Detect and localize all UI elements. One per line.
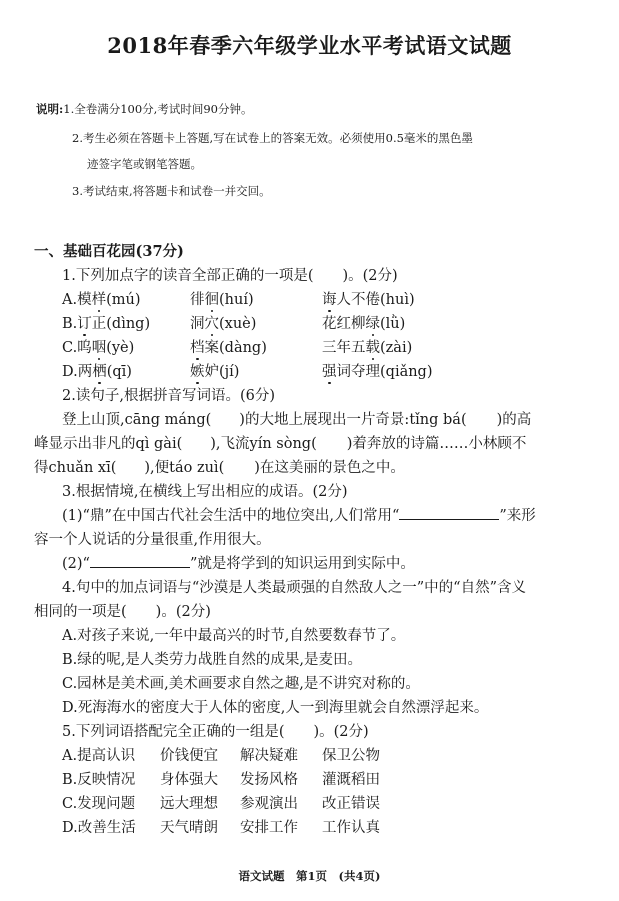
q4-option-c: C.园林是美术画,美术画要求自然之趣,是不讲究对称的。 <box>62 676 420 692</box>
note-1: 1.全卷满分100分,考试时间90分钟。 <box>63 102 253 116</box>
q2-text: 峰显示出非凡的qì gài( <box>34 436 183 452</box>
q1-option-d-2: 嫉妒(jí) <box>190 364 240 380</box>
q4-option-b: B.绿的呢,是人类劳力战胜自然的成果,是麦田。 <box>62 652 362 668</box>
q3-text: (1)“鼎”在中国古代社会生活中的地位突出,人们常用“ <box>62 508 400 524</box>
q5-option-c-3: 参观演出 <box>240 796 298 812</box>
q5-option-a-1: A.提高认识 <box>62 748 136 764</box>
q5-option-b-2: 身体强大 <box>160 772 218 788</box>
emphasis-dot: 强 <box>322 364 337 380</box>
emphasis-dot: 咽 <box>91 340 107 356</box>
q1-option-a-3: 诲人不倦(huì) <box>322 292 415 308</box>
emphasis-dot: 订 <box>77 316 92 332</box>
q5-option-c-4: 改正错误 <box>322 796 380 812</box>
q2-text: ),便táo zuì( <box>144 460 225 476</box>
emphasis-dot: 档 <box>190 340 205 356</box>
q3-line-3 <box>62 552 415 573</box>
q2-line-2 <box>34 432 526 453</box>
emphasis-dot: 嫉 <box>190 364 205 380</box>
q5-stem: 5.下列词语搭配完全正确的一组是( )。(2分) <box>62 724 369 740</box>
q2-line-1 <box>62 408 531 429</box>
q3-stem: 3.根据情境,在横线上写出相应的成语。(2分) <box>62 484 348 500</box>
answer-blank[interactable] <box>399 505 499 520</box>
page-title: 2018年春季六年级学业水平考试语文试题 <box>107 33 512 58</box>
q4-stem-2: 相同的一项是( )。(2分) <box>34 604 211 620</box>
q3-line-2: 容一个人说话的分量很重,作用很大。 <box>34 532 271 548</box>
q2-line-3 <box>34 456 405 477</box>
page-footer: 语文试题 第1页 (共4页) <box>238 869 381 883</box>
q5-option-d-4: 工作认真 <box>322 820 380 836</box>
q2-text: ),飞流yín sòng( <box>210 436 317 452</box>
q1-option-b-1: B.订正(dìng) <box>62 316 151 332</box>
q1-option-c-3: 三年五载(zài) <box>322 340 413 356</box>
notes-line-1 <box>36 101 252 117</box>
q2-text: )的高 <box>496 412 532 428</box>
q1-option-c-2: 档案(dàng) <box>190 340 267 356</box>
emphasis-dot: 绿 <box>365 316 380 332</box>
answer-blank[interactable] <box>90 553 190 568</box>
q4-option-d: D.死海海水的密度大于人体的密度,人一到海里就会自然漂浮起来。 <box>62 700 489 716</box>
q3-text: (2)“ <box>62 556 90 572</box>
section-heading: 一、基础百花园(37分) <box>34 243 184 260</box>
q5-option-a-4: 保卫公物 <box>322 748 380 764</box>
emphasis-dot: 诲 <box>322 292 337 308</box>
q1-option-d-3: 强词夺理(qiǎng) <box>322 364 433 380</box>
note-2a: 2.考生必须在答题卡上答题,写在试卷上的答案无效。必须使用0.5毫米的黑色墨 <box>72 131 473 145</box>
emphasis-dot: 载 <box>365 340 380 356</box>
q2-text: 得chuǎn xī( <box>34 460 117 476</box>
q1-option-d-1: D.两栖(qī) <box>62 364 132 380</box>
q5-option-b-1: B.反映情况 <box>62 772 136 788</box>
q2-text: 登上山顶,cāng máng( <box>62 412 212 428</box>
notes-label: 说明: <box>36 102 64 116</box>
q1-option-a-1: A.模样(mú) <box>62 292 141 308</box>
q5-option-d-3: 安排工作 <box>240 820 298 836</box>
note-2b: 迹签字笔或钢笔答题。 <box>87 157 202 171</box>
q5-option-b-3: 发扬风格 <box>240 772 298 788</box>
q5-option-c-2: 远大理想 <box>160 796 218 812</box>
q1-option-c-1: C.呜咽(yè) <box>62 340 135 356</box>
emphasis-dot: 样 <box>91 292 107 308</box>
q5-option-a-3: 解决疑难 <box>240 748 298 764</box>
q1-stem: 1.下列加点字的读音全部正确的一项是( )。(2分) <box>62 268 398 284</box>
q5-option-b-4: 灌溉稻田 <box>322 772 380 788</box>
emphasis-dot: 穴 <box>204 316 219 332</box>
q3-text: ”就是将学到的知识运用到实际中。 <box>189 556 415 572</box>
q1-option-a-2: 徘徊(huí) <box>190 292 254 308</box>
q2-text: )的大地上展现出一片奇景:tǐng bá( <box>239 412 467 428</box>
q3-line-1 <box>62 504 536 525</box>
q2-stem: 2.读句子,根据拼音写词语。(6分) <box>62 388 275 404</box>
q3-text: ”来形 <box>499 508 536 524</box>
note-3: 3.考试结束,将答题卡和试卷一并交回。 <box>72 184 271 198</box>
q2-text: )着奔放的诗篇……小林顾不 <box>346 436 527 452</box>
q5-option-d-1: D.改善生活 <box>62 820 136 836</box>
q2-text: )在这美丽的景色之中。 <box>254 460 405 476</box>
q5-option-d-2: 天气晴朗 <box>160 820 218 836</box>
q1-option-b-2: 洞穴(xuè) <box>190 316 257 332</box>
q1-option-b-3: 花红柳绿(lǜ) <box>322 316 406 332</box>
emphasis-dot: 栖 <box>92 364 107 380</box>
q4-stem-1: 4.句中的加点词语与“沙漠是人类最顽强的自然敌人之一”中的“自然”含义 <box>62 580 526 596</box>
q5-option-c-1: C.发现问题 <box>62 796 136 812</box>
q4-option-a: A.对孩子来说,一年中最高兴的时节,自然要数春节了。 <box>62 628 406 644</box>
emphasis-dot: 徊 <box>204 292 219 308</box>
q5-option-a-2: 价钱便宜 <box>160 748 218 764</box>
